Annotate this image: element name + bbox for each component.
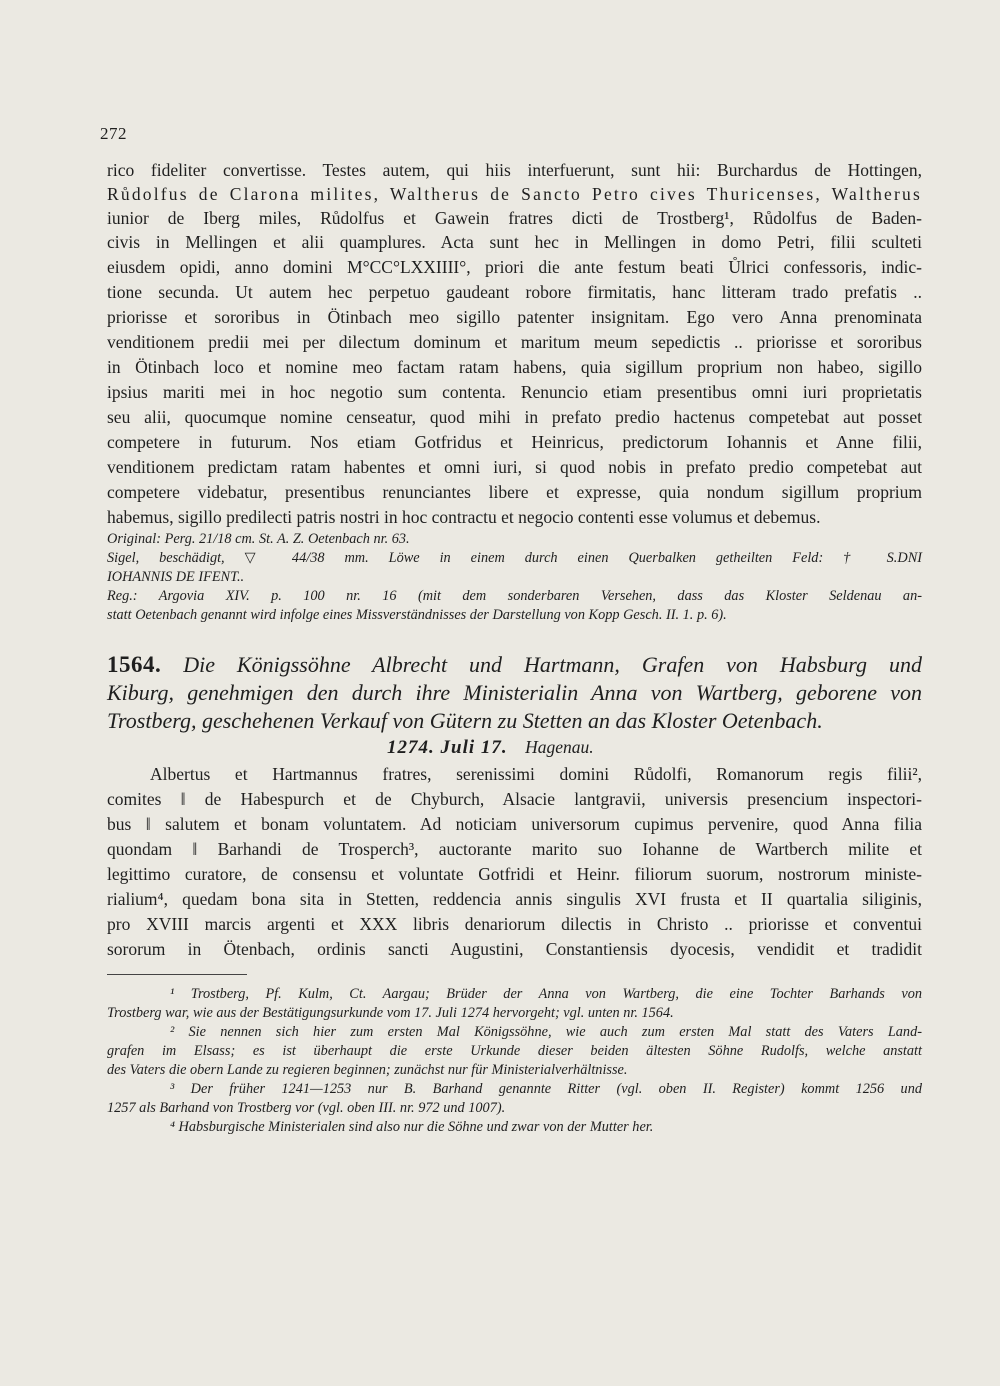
charter-line: pro XVIII marcis argenti et XXX libris denariorum dilectis in Christo .. priorisse et conventui [107, 914, 922, 934]
body-line: tione secunda. Ut autem hec perpetuo gaudeant robore firmitatis, hanc litteram trado prefatis .. [107, 282, 922, 302]
heading-line-1 [107, 650, 922, 679]
charter-line: Albertus et Hartmannus fratres, serenissimi domini Růdolfi, Romanorum regis filii², [150, 764, 922, 784]
footnote-2-cont: grafen im Elsass; es ist überhaupt die erste Urkunde dieser beiden ältesten Söhne Rudolfs, welche anstatt [107, 1043, 922, 1059]
charter-line: sororum in Ötenbach, ordinis sancti Augustini, Constantiensis dyocesis, vendidit et tradidit [107, 939, 922, 959]
body-line: venditionem predii mei per dilectum dominum et maritum meum sepedictis .. priorisse et sororibus [107, 332, 922, 352]
document-number: 1564. [107, 652, 162, 677]
heading-line-2: Kiburg, genehmigen den durch ihre Ministerialin Anna von Wartberg, geborene von [107, 680, 922, 705]
footnote-4: ⁴ Habsburgische Ministerialen sind also nur die Söhne und zwar von der Mutter her. [170, 1119, 654, 1135]
charter-line: bus ‖ salutem et bonam voluntatem. Ad noticiam universorum cupimus pervenire, quod Anna filia [107, 814, 922, 834]
footnote-rule [107, 974, 247, 975]
footnote-3: ³ Der früher 1241—1253 nur B. Barhand genannte Ritter (vgl. oben II. Register) kommt 1256 und [170, 1081, 922, 1097]
body-line: eiusdem opidi, anno domini M°CC°LXXIIII°, priori die ante festum beati Ůlrici confessoris, indic- [107, 257, 922, 277]
body-line: ipsius mariti mei in hoc negotio sum contenta. Renuncio etiam presentibus omni iuri proprietatis [107, 382, 922, 402]
place: Hagenau. [525, 737, 594, 757]
footnote-3-cont: 1257 als Barhand von Trostberg vor (vgl. oben III. nr. 972 und 1007). [107, 1100, 506, 1116]
body-line: rico fideliter convertisse. Testes autem, qui hiis interfuerunt, sunt hii: Burchardus de Hottingen, [107, 160, 922, 180]
date: 1274. Juli 17. [387, 737, 508, 758]
body-line: priorisse et sororibus in Ötinbach meo sigillo patenter insignitam. Ego vero Anna prenominata [107, 307, 922, 327]
body-line: civis in Mellingen et alii quamplures. Acta sunt hec in Mellingen in domo Petri, filii sculteti [107, 232, 922, 252]
footnote-1-cont: Trostberg war, wie aus der Bestätigungsurkunde vom 17. Juli 1274 hervorgeht; vgl. unten nr. 1564. [107, 1005, 674, 1021]
source-note-seal-legend: IOHANNIS DE IFENT.. [107, 569, 245, 585]
source-note-regest: Reg.: Argovia XIV. p. 100 nr. 16 (mit dem sonderbaren Versehen, dass das Kloster Seldenau an- [107, 588, 922, 604]
body-line: Růdolfus de Clarona milites, Waltherus de Sancto Petro cives Thuricenses, Waltherus [107, 184, 922, 204]
body-line: iunior de Iberg miles, Růdolfus et Gawein fratres dicti de Trostberg¹, Růdolfus de Baden- [107, 208, 922, 228]
charter-line: comites ‖ de Habespurch et de Chyburch, Alsacie lantgravii, universis presencium inspectori- [107, 789, 922, 809]
heading-line-3: Trostberg, geschehenen Verkauf von Gütern zu Stetten an das Kloster Oetenbach. [107, 708, 823, 733]
page-number: 272 [100, 124, 127, 143]
body-line: competere in futurum. Nos etiam Gotfridus et Heinricus, predictorum Iohannis et Anne filii, [107, 432, 922, 452]
source-note-regest: statt Oetenbach genannt wird infolge eines Missverständnisses der Darstellung von Kopp Gesch. II. 1. p. 6). [107, 607, 727, 623]
charter-line: rialium⁴, quedam bona sita in Stetten, reddencia annis singulis XVI frusta et II quartalia siliginis, [107, 889, 922, 909]
charter-line: legittimo curatore, de consensu et voluntate Gotfridi et Heinr. filiorum suorum, nostrorum ministe- [107, 864, 922, 884]
dateline [387, 737, 594, 759]
body-line: seu alii, quocumque nomine censeatur, quod mihi in prefato predio hactenus competebat aut posset [107, 407, 922, 427]
body-line: in Ötinbach loco et nomine meo factam ratam habens, quia sigillum proprium non habeo, sigillo [107, 357, 922, 377]
body-line: venditionem predictam ratam habentes et omni iuri, si quod nobis in prefato predio competebat aut [107, 457, 922, 477]
heading-text: Die Königssöhne Albrecht und Hartmann, Grafen von Habsburg und [183, 652, 922, 677]
footnote-2-cont: des Vaters die obern Lande zu regieren beginnen; zunächst nur für Ministerialverhältnisse. [107, 1062, 628, 1078]
source-note-seal: Sigel, beschädigt, ▽ 44/38 mm. Löwe in einem durch einen Querbalken getheilten Feld: † S.DNI [107, 550, 922, 566]
body-line: competere videbatur, presentibus renunciantes libere et expresse, quia nondum sigillum proprium [107, 482, 922, 502]
footnote-1: ¹ Trostberg, Pf. Kulm, Ct. Aargau; Brüder der Anna von Wartberg, die eine Tochter Barhands von [170, 986, 922, 1002]
body-line: habemus, sigillo predilecti patris nostri in hoc contractu et negocio contenti esse volumus et debemus. [107, 507, 821, 527]
charter-line: quondam ‖ Barhandi de Trosperch³, auctorante marito suo Iohanne de Wartberch milite et [107, 839, 922, 859]
source-note-original: Original: Perg. 21/18 cm. St. A. Z. Oetenbach nr. 63. [107, 531, 410, 547]
footnote-2: ² Sie nennen sich hier zum ersten Mal Königssöhne, wie auch zum ersten Mal statt des Vaters Land- [170, 1024, 922, 1040]
